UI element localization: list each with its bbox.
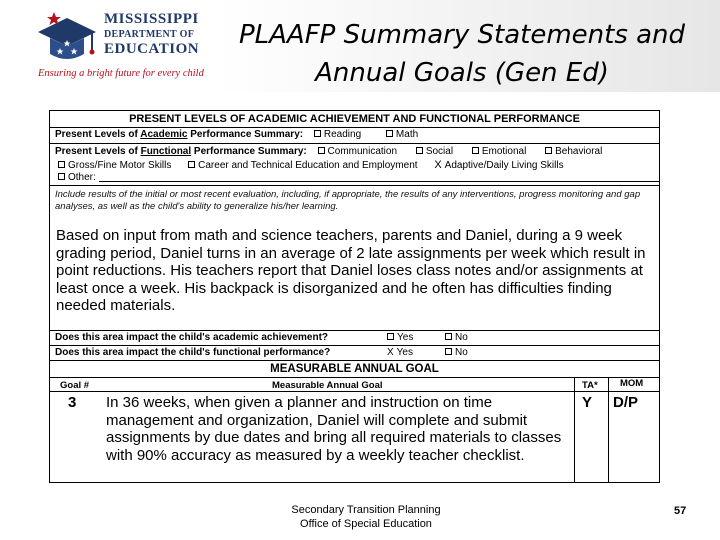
mom-column-divider [608,378,609,483]
goal-mom-value: D/P [613,394,639,411]
math-checkbox[interactable] [386,130,393,137]
slide-title-line-1: PLAAFP Summary Statements and [238,20,686,50]
communication-checkbox[interactable] [318,147,325,154]
mom-header: MOM [620,378,644,389]
impact-functional-no [445,346,468,360]
functional-summary-block [50,144,659,186]
other-line [50,172,659,184]
mde-logo [34,6,214,84]
emotional-checkbox[interactable] [472,147,479,154]
career-technical-label: Career and Technical Education and Employment [198,160,418,171]
goal-section-title: MEASURABLE ANNUAL GOAL [270,363,439,375]
other-input-line[interactable] [99,172,659,182]
academic-label-pre: Present Levels of [55,129,141,140]
page-number: 57 [674,505,687,517]
other-label: Other: [68,172,96,183]
logo-tagline: Ensuring a bright future for every child [38,68,204,79]
adaptive-daily-living-checkbox-checked[interactable]: X [434,159,442,171]
logo-line-1: MISSISSIPPI [104,11,199,27]
gross-fine-motor-checkbox[interactable] [58,161,65,168]
social-label: Social [425,146,454,157]
impact-functional-question: Does this area impact the child's functional performance? [55,347,331,358]
slide-title-line-2: Annual Goals (Gen Ed) [315,58,609,88]
goal-section-title-row [50,361,659,378]
goal-text[interactable]: In 36 weeks, when given a planner and instruction on time management and organization, Daniel will complete and submit assignments by due dates and bring all required materials to classes with 90% accuracy as measured by a weekly teacher checklist. [106,394,562,464]
functional-label-post: Performance Summary: [191,146,307,157]
other-checkbox[interactable] [58,173,65,180]
goal-number: 3 [68,394,77,411]
slide-title [222,16,702,92]
career-technical-checkbox[interactable] [188,161,195,168]
plaafp-title: PRESENT LEVELS OF ACADEMIC ACHIEVEMENT AND FUNCTIONAL PERFORMANCE [129,113,580,125]
plaafp-title-row [50,111,659,128]
goal-ta-value: Y [582,394,593,411]
logo-line-2: DEPARTMENT OF [104,29,195,40]
impact-academic-row [50,331,659,346]
impact-functional-yes-checkbox-checked[interactable]: X [387,347,394,358]
academic-summary-row [50,128,659,144]
logo-wordmark [104,12,199,57]
functional-label-underlined: Functional [140,146,192,157]
gross-fine-motor-label: Gross/Fine Motor Skills [68,160,172,171]
graduation-cap-icon [34,10,100,68]
goal-header-row [50,378,659,392]
plaafp-instructions: Include results of the initial or most recent evaluation, including, if appropriate, the results of any interventions, progress monitoring and gap analyses, as well as the child's ability to generalize his/her learning. [55,189,641,212]
iep-form [49,110,660,483]
reading-checkbox[interactable] [314,130,321,137]
academic-label-post: Performance Summary: [187,129,304,140]
functional-label-pre: Present Levels of [55,146,141,157]
academic-summary-line [55,129,418,141]
ta-header: TA* [582,380,598,391]
functional-options-line-2 [50,159,564,172]
impact-functional-no-checkbox[interactable] [445,348,452,355]
math-option-label: Math [395,129,419,140]
footer-line-1: Secondary Transition Planning [291,504,441,516]
impact-academic-yes-checkbox[interactable] [387,333,394,340]
impact-academic-question: Does this area impact the child's academic achievement? [55,332,329,343]
slide-footer [220,503,512,531]
behavioral-checkbox[interactable] [545,147,552,154]
logo-line-3: EDUCATION [104,41,200,57]
behavioral-label: Behavioral [555,146,603,157]
plaafp-summary-text[interactable]: Based on input from math and science teachers, parents and Daniel, during a 9 week grading period, Daniel turns in an average of 2 late assignments per week which result in point reductions. His teachers report that Daniel loses class notes and/or assignments at least once a week. His backpack is disorganized and he often has difficulties finding needed materials. [56,227,646,314]
impact-functional-no-label: No [455,347,468,358]
emotional-label: Emotional [481,146,527,157]
impact-academic-yes [387,331,413,345]
goal-text-header: Measurable Annual Goal [272,380,383,391]
communication-label: Communication [327,146,398,157]
functional-summary-line [55,146,602,158]
impact-functional-yes [387,346,413,360]
impact-academic-no-checkbox[interactable] [445,333,452,340]
impact-academic-no-label: No [455,332,468,343]
reading-option-label: Reading [323,129,362,140]
adaptive-daily-living-label: Adaptive/Daily Living Skills [444,160,564,171]
impact-academic-no [445,331,468,345]
academic-label-underlined: Academic [140,129,188,140]
impact-functional-row [50,346,659,361]
impact-academic-yes-label: Yes [397,332,414,343]
footer-line-2: Office of Special Education [300,518,432,530]
slide-header [0,0,720,92]
social-checkbox[interactable] [416,147,423,154]
goal-number-header: Goal # [60,380,90,391]
impact-functional-yes-label: Yes [396,347,413,358]
